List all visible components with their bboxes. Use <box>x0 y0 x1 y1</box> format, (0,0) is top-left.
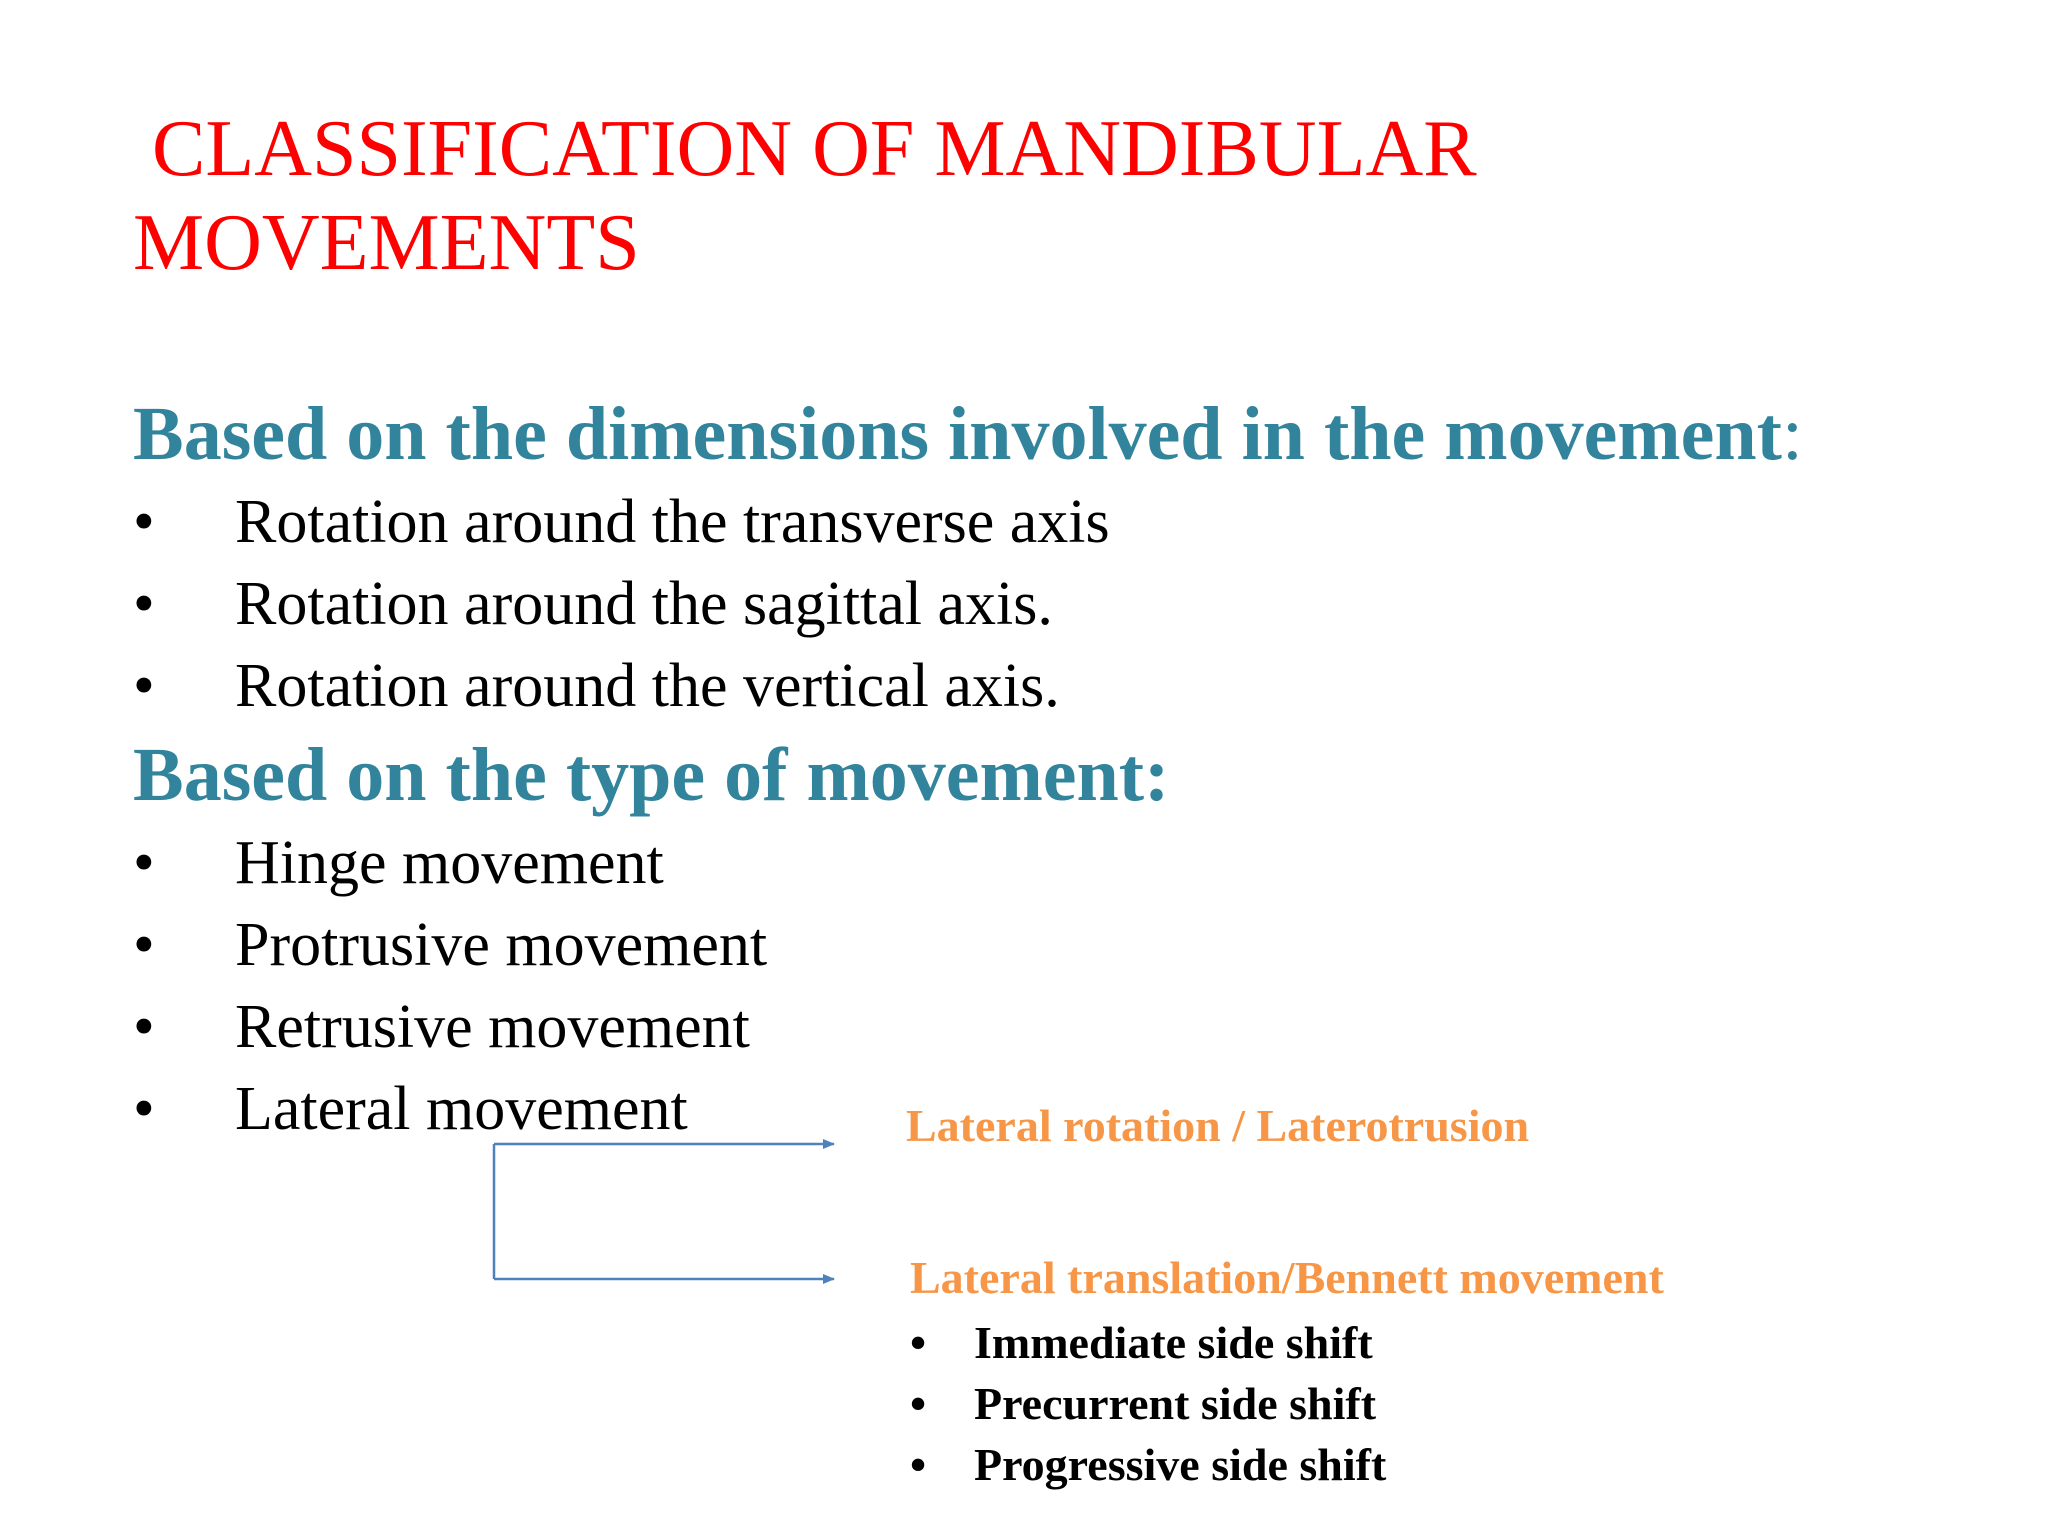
list-item-text: Precurrent side shift <box>974 1378 1377 1429</box>
list-item-text: Rotation around the sagittal axis. <box>235 570 1053 638</box>
list-item-text: Rotation around the transverse axis <box>235 488 1110 556</box>
bullet-icon: • <box>133 488 155 556</box>
section-heading-type: Based on the type of movement: <box>133 733 1170 817</box>
list-item-text: Progressive side shift <box>974 1439 1387 1490</box>
list-item-text: Rotation around the vertical axis. <box>235 652 1060 720</box>
bullet-icon: • <box>133 570 155 638</box>
bullet-icon: • <box>910 1317 927 1368</box>
list-item-text: Hinge movement <box>235 829 664 897</box>
list-item-text: Protrusive movement <box>235 911 768 979</box>
slide-title <box>133 102 1633 290</box>
section-heading-colon: : <box>1781 392 1804 476</box>
bullet-icon: • <box>133 829 155 897</box>
list-item-text: Lateral movement <box>235 1075 688 1143</box>
bullet-icon: • <box>910 1378 927 1429</box>
bullet-icon: • <box>133 652 155 720</box>
section-heading-dimensions-text: Based on the dimensions involved in the movement <box>133 392 1782 476</box>
lateral-translation-label: Lateral translation/Bennett movement <box>910 1252 1664 1303</box>
bullet-icon: • <box>133 911 155 979</box>
bullet-icon: • <box>133 1075 155 1143</box>
bullet-icon: • <box>133 993 155 1061</box>
bullet-icon: • <box>910 1439 927 1490</box>
slide-title-line-2: MOVEMENTS <box>133 199 640 287</box>
lateral-rotation-label: Lateral rotation / Laterotrusion <box>906 1100 1530 1151</box>
list-item-text: Retrusive movement <box>235 993 750 1061</box>
slide-title-line-1: CLASSIFICATION OF MANDIBULAR <box>152 105 1477 193</box>
list-item-text: Immediate side shift <box>974 1317 1373 1368</box>
section-heading-dimensions <box>133 389 1803 479</box>
